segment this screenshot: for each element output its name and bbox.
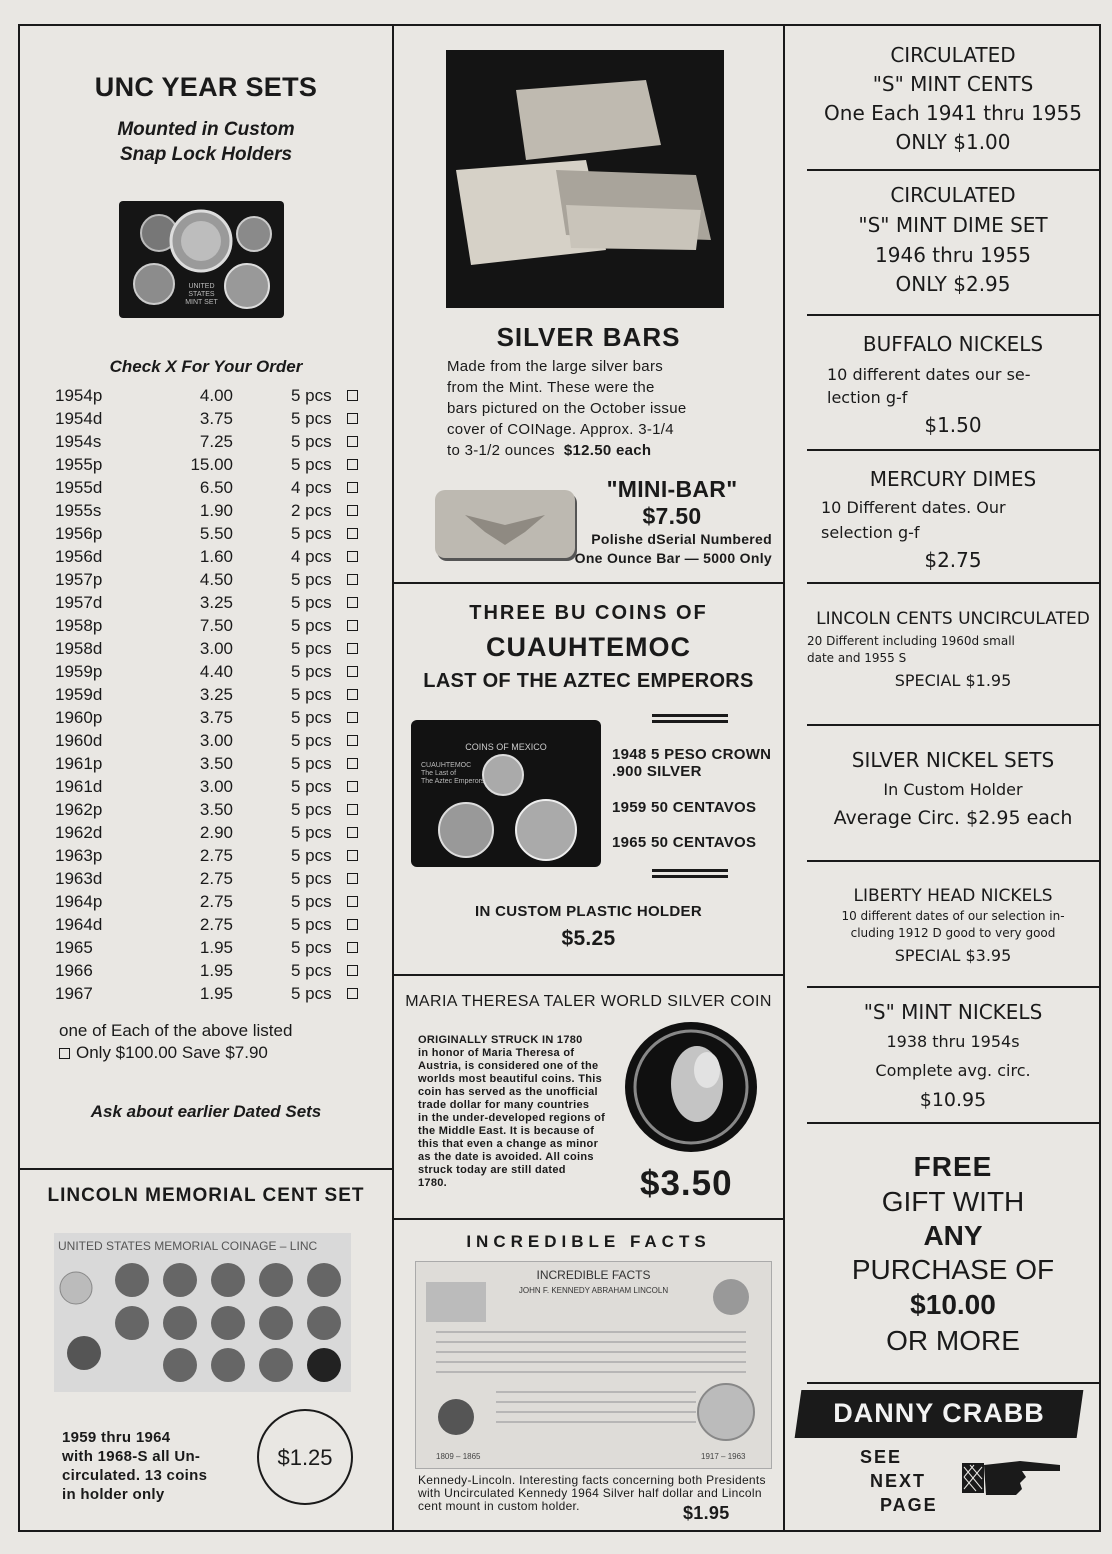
year-set-year: 1960p <box>55 708 103 727</box>
year-set-price: 1.95 <box>199 984 233 1003</box>
column-divider-right <box>783 24 785 1532</box>
order-checkbox[interactable] <box>347 873 358 884</box>
year-set-price: 2.75 <box>199 915 233 934</box>
year-set-year: 1964p <box>55 892 103 911</box>
taler-desc-line: the Middle East. It is because of <box>418 1125 595 1137</box>
case-label: COINS OF MEXICO <box>465 742 547 752</box>
year-set-row <box>55 616 365 638</box>
card-title: INCREDIBLE FACTS <box>536 1268 651 1282</box>
year-set-year: 1955p <box>55 455 103 474</box>
year-set-row <box>55 892 365 914</box>
lincoln-unc-title: LINCOLN CENTS UNCIRCULATED <box>816 609 1090 629</box>
year-set-pcs: 5 pcs <box>291 455 332 474</box>
order-checkbox[interactable] <box>347 390 358 401</box>
lincoln-holder-image <box>54 1233 351 1392</box>
year-set-price: 3.25 <box>199 593 233 612</box>
year-set-price: 2.75 <box>199 869 233 888</box>
mini-bar-image <box>435 490 575 558</box>
order-checkbox[interactable] <box>347 712 358 723</box>
year-set-row <box>55 938 365 960</box>
lincoln-unc-price: SPECIAL $1.95 <box>894 671 1012 690</box>
silver-bars-desc: Made from the large silver bars from the Mint. These were the bars pictured on the October issue cover of COINage. Approx. 3-1/4 to 3-1/2 ounces $12.50 each <box>447 358 687 459</box>
year-set-row <box>55 570 365 592</box>
order-checkbox[interactable] <box>347 413 358 424</box>
taler-desc-line: ORIGINALLY STRUCK IN 1780 <box>418 1034 583 1046</box>
lincoln-price-circle <box>257 1409 353 1505</box>
year-set-row <box>55 800 365 822</box>
order-checkbox[interactable] <box>347 965 358 976</box>
facts-price: $1.95 <box>683 1503 730 1523</box>
silver-nickel-title: SILVER NICKEL SETS <box>851 748 1055 772</box>
see-next-page: SEE NEXT PAGE <box>860 1447 938 1515</box>
mini-bar-title: "MINI-BAR" <box>606 476 738 502</box>
year-set-row <box>55 777 365 799</box>
lincoln-set-desc: 1959 thru 1964 with 1968-S all Un- circulated. 13 coins in holder only <box>62 1429 208 1503</box>
liberty-line-2: 10 different dates of our selection in- <box>841 909 1065 923</box>
year-set-row <box>55 593 365 615</box>
year-set-year: 1962p <box>55 800 103 819</box>
year-set-pcs: 5 pcs <box>291 984 332 1003</box>
year-set-price: 3.00 <box>199 777 233 796</box>
mercury-title: MERCURY DIMES <box>869 467 1037 491</box>
coin-portrait-icon <box>625 1022 757 1152</box>
year-set-year: 1960d <box>55 731 103 750</box>
order-checkbox[interactable] <box>347 781 358 792</box>
liberty-price: SPECIAL $3.95 <box>894 946 1012 965</box>
silver-bars-image <box>446 50 724 308</box>
silver-bar-icon <box>446 50 724 308</box>
free-line-5: $10.00 <box>910 1289 996 1320</box>
lincoln-price: $1.25 <box>277 1445 333 1470</box>
year-set-row <box>55 984 365 1006</box>
facts-title: INCREDIBLE FACTS <box>466 1232 711 1251</box>
year-set-year: 1955s <box>55 501 102 520</box>
year-set-pcs: 5 pcs <box>291 432 332 451</box>
year-set-row <box>55 409 365 431</box>
rule-top-b <box>652 720 728 723</box>
year-set-row <box>55 869 365 891</box>
year-set-pcs: 4 pcs <box>291 478 332 497</box>
mercury-price: $2.75 <box>924 548 982 572</box>
year-set-pcs: 5 pcs <box>291 708 332 727</box>
year-set-year: 1956d <box>55 547 103 566</box>
year-set-pcs: 5 pcs <box>291 846 332 865</box>
taler-desc <box>418 1034 608 1190</box>
coin-1: 1948 5 PESO CROWN .900 SILVER <box>612 746 772 780</box>
year-set-pcs: 5 pcs <box>291 754 332 773</box>
year-set-price: 5.50 <box>199 524 233 543</box>
cuauhtemoc-price: $5.25 <box>561 927 616 950</box>
order-checkbox[interactable] <box>347 689 358 700</box>
rule-bot-a <box>652 869 728 872</box>
year-set-pcs: 5 pcs <box>291 386 332 405</box>
year-set-price: 1.95 <box>199 938 233 957</box>
s-cents-line-2: "S" MINT CENTS <box>872 72 1034 96</box>
year-set-year: 1956p <box>55 524 103 543</box>
year-set-row <box>55 639 365 661</box>
year-set-year: 1966 <box>55 961 93 980</box>
year-set-row <box>55 846 365 868</box>
year-set-row <box>55 915 365 937</box>
mid-divider-1 <box>394 582 783 584</box>
year-set-row <box>55 731 365 753</box>
coin-2: 1959 50 CENTAVOS <box>612 799 757 816</box>
year-set-price: 2.75 <box>199 846 233 865</box>
order-checkbox[interactable] <box>347 551 358 562</box>
cuauhtemoc-line-2: CUAUHTEMOC <box>486 632 691 662</box>
year-set-price: 7.50 <box>199 616 233 635</box>
taler-desc-line: in honor of Maria Theresa of <box>418 1047 575 1059</box>
taler-desc-line: coin has served as the unofficial <box>418 1086 598 1098</box>
year-set-price: 3.75 <box>199 708 233 727</box>
order-checkbox[interactable] <box>347 643 358 654</box>
year-set-year: 1967 <box>55 984 93 1003</box>
year-set-year: 1965 <box>55 938 93 957</box>
year-set-pcs: 5 pcs <box>291 938 332 957</box>
year-set-price: 15.00 <box>190 455 233 474</box>
year-set-price: 1.95 <box>199 961 233 980</box>
year-set-row <box>55 547 365 569</box>
order-checkbox[interactable] <box>347 482 358 493</box>
year-set-year: 1961d <box>55 777 103 796</box>
s-nickels-price: $10.95 <box>919 1089 987 1111</box>
taler-desc-line: as the date is avoided. All coins <box>418 1151 594 1163</box>
box-mercury <box>807 451 1099 584</box>
year-set-price: 3.00 <box>199 639 233 658</box>
unc-title: UNC YEAR SETS <box>94 72 318 102</box>
taler-title: MARIA THERESA TALER WORLD SILVER COIN <box>405 993 772 1010</box>
order-checkbox[interactable] <box>347 919 358 930</box>
unc-subtitle-2: Snap Lock Holders <box>119 144 293 165</box>
year-set-pcs: 5 pcs <box>291 961 332 980</box>
holder-label: UNITED STATES MINT SET <box>185 283 218 306</box>
incredible-facts-card <box>415 1261 772 1469</box>
free-line-6: OR MORE <box>886 1325 1020 1356</box>
year-set-year: 1959p <box>55 662 103 681</box>
buffalo-line-2: 10 different dates our se- <box>827 365 1031 384</box>
year-set-price: 2.75 <box>199 892 233 911</box>
order-checkbox[interactable] <box>347 896 358 907</box>
all-sets-checkbox[interactable] <box>59 1048 70 1059</box>
taler-desc-line: struck today are still dated <box>418 1164 566 1176</box>
box-liberty <box>807 862 1099 988</box>
unc-subtitle-1: Mounted in Custom <box>117 119 295 140</box>
s-dimes-line-3: 1946 thru 1955 <box>875 243 1031 267</box>
year-set-year: 1959d <box>55 685 103 704</box>
pointing-hand-icon <box>960 1455 1065 1503</box>
order-checkbox[interactable] <box>347 620 358 631</box>
year-set-year: 1954s <box>55 432 102 451</box>
mexico-coins-case-image <box>411 720 601 867</box>
lincoln-unc-line-2: 20 Different including 1960d small <box>807 634 1015 648</box>
s-dimes-line-1: CIRCULATED <box>890 183 1016 207</box>
mid-divider-3 <box>394 1218 783 1220</box>
s-nickels-title: "S" MINT NICKELS <box>863 1000 1043 1024</box>
taler-desc-line: this that even a change as minor <box>418 1138 599 1150</box>
order-checkbox[interactable] <box>347 666 358 677</box>
year-set-year: 1957p <box>55 570 103 589</box>
column-divider-left <box>392 24 394 1532</box>
buffalo-price: $1.50 <box>924 413 982 437</box>
order-checkbox[interactable] <box>347 505 358 516</box>
year-set-row <box>55 685 365 707</box>
order-checkbox[interactable] <box>347 827 358 838</box>
year-set-row <box>55 961 365 983</box>
year-set-year: 1962d <box>55 823 103 842</box>
year-set-price: 1.90 <box>199 501 233 520</box>
lincoln-unc-line-3: date and 1955 S <box>807 651 907 665</box>
order-checkbox[interactable] <box>347 528 358 539</box>
year-set-pcs: 4 pcs <box>291 547 332 566</box>
year-set-year: 1957d <box>55 593 103 612</box>
free-line-2: GIFT WITH <box>881 1186 1025 1217</box>
check-order-header: Check X For Your Order <box>109 357 303 376</box>
lincoln-holder-label: UNITED STATES MEMORIAL COINAGE – LINC <box>58 1239 318 1253</box>
taler-desc-line: Austria, is considered one of the <box>418 1060 599 1072</box>
year-set-year: 1954d <box>55 409 103 428</box>
earlier-sets-note: Ask about earlier Dated Sets <box>90 1102 322 1121</box>
year-set-price: 4.40 <box>199 662 233 681</box>
order-checkbox[interactable] <box>347 735 358 746</box>
s-dimes-price: ONLY $2.95 <box>895 272 1011 296</box>
year-set-pcs: 2 pcs <box>291 501 332 520</box>
year-set-year: 1964d <box>55 915 103 934</box>
year-set-pcs: 5 pcs <box>291 777 332 796</box>
order-checkbox[interactable] <box>347 850 358 861</box>
year-set-pcs: 5 pcs <box>291 593 332 612</box>
silver-bars-title: SILVER BARS <box>496 322 681 352</box>
cuauhtemoc-holder: IN CUSTOM PLASTIC HOLDER <box>475 903 702 920</box>
mercury-line-3: selection g-f <box>821 523 920 542</box>
left-divider <box>20 1168 392 1170</box>
year-set-row <box>55 662 365 684</box>
order-checkbox[interactable] <box>347 574 358 585</box>
liberty-title: LIBERTY HEAD NICKELS <box>853 886 1053 906</box>
year-set-pcs: 5 pcs <box>291 869 332 888</box>
year-set-price: 7.25 <box>199 432 233 451</box>
box-s-mint-dimes <box>807 171 1099 316</box>
danny-crabb-name: DANNY CRABB <box>833 1398 1045 1428</box>
year-set-row <box>55 708 365 730</box>
order-checkbox[interactable] <box>347 988 358 999</box>
year-set-pcs: 5 pcs <box>291 524 332 543</box>
year-set-pcs: 5 pcs <box>291 800 332 819</box>
year-set-year: 1963d <box>55 869 103 888</box>
year-set-year: 1963p <box>55 846 103 865</box>
year-set-year: 1958p <box>55 616 103 635</box>
facts-desc: Kennedy-Lincoln. Interesting facts concerning both Presidents with Uncirculated Kennedy 1964 Silver half dollar and Lincoln cent mount in custom holder. <box>418 1473 766 1513</box>
mid-divider-2 <box>394 974 783 976</box>
year-set-pcs: 5 pcs <box>291 639 332 658</box>
buffalo-line-3: lection g-f <box>827 388 908 407</box>
order-checkbox[interactable] <box>347 942 358 953</box>
cent-coins-icon <box>54 1233 351 1392</box>
box-lincoln-unc <box>807 584 1099 726</box>
order-checkbox[interactable] <box>347 459 358 470</box>
lincoln-set-title: LINCOLN MEMORIAL CENT SET <box>47 1185 365 1206</box>
card-year-2: 1917 – 1963 <box>701 1452 746 1461</box>
mint-set-holder-image <box>119 201 284 318</box>
year-set-row <box>55 501 365 523</box>
s-cents-line-1: CIRCULATED <box>890 43 1016 67</box>
all-sets-line-2: Only $100.00 Save $7.90 <box>59 1043 268 1063</box>
year-set-pcs: 5 pcs <box>291 823 332 842</box>
free-line-4: PURCHASE OF <box>851 1254 1055 1285</box>
year-set-pcs: 5 pcs <box>291 731 332 750</box>
year-set-price: 4.00 <box>199 386 233 405</box>
year-set-price: 3.00 <box>199 731 233 750</box>
year-set-row <box>55 823 365 845</box>
year-set-pcs: 5 pcs <box>291 662 332 681</box>
box-free-gift <box>807 1124 1099 1384</box>
box-buffalo <box>807 316 1099 451</box>
year-set-year: 1961p <box>55 754 103 773</box>
year-set-price: 3.50 <box>199 754 233 773</box>
taler-desc-line: trade dollar for many countries <box>418 1099 590 1111</box>
silver-nickel-line-2: In Custom Holder <box>883 780 1023 799</box>
free-line-3: ANY <box>923 1220 983 1251</box>
box-s-mint-cents <box>807 26 1099 171</box>
year-set-row <box>55 754 365 776</box>
rule-top-a <box>652 714 728 717</box>
coin-3: 1965 50 CENTAVOS <box>612 834 757 851</box>
taler-price: $3.50 <box>640 1164 733 1203</box>
rule-bot-b <box>652 875 728 878</box>
card-year-1: 1809 – 1865 <box>436 1452 481 1461</box>
box-s-nickels <box>807 988 1099 1124</box>
s-cents-price: ONLY $1.00 <box>895 130 1011 154</box>
mini-bar-price: $7.50 <box>642 503 702 529</box>
year-set-row <box>55 455 365 477</box>
liberty-line-3: cluding 1912 D good to very good <box>850 926 1056 940</box>
year-set-pcs: 5 pcs <box>291 616 332 635</box>
year-set-price: 3.50 <box>199 800 233 819</box>
card-subtitle: JOHN F. KENNEDY ABRAHAM LINCOLN <box>518 1286 669 1295</box>
order-checkbox[interactable] <box>347 436 358 447</box>
s-nickels-line-3: Complete avg. circ. <box>875 1061 1031 1080</box>
year-set-pcs: 5 pcs <box>291 409 332 428</box>
free-line-1: FREE <box>913 1151 993 1182</box>
cuauhtemoc-line-1: THREE BU COINS OF <box>469 602 708 624</box>
year-set-price: 1.60 <box>199 547 233 566</box>
year-set-row <box>55 386 365 408</box>
case-sub: CUAUHTEMOC The Last of The Aztec Emperors <box>421 762 485 785</box>
silver-nickel-price: Average Circ. $2.95 each <box>833 807 1073 829</box>
order-checkbox[interactable] <box>347 597 358 608</box>
cuauhtemoc-line-3: LAST OF THE AZTEC EMPERORS <box>423 670 754 692</box>
order-checkbox[interactable] <box>347 758 358 769</box>
year-set-row <box>55 478 365 500</box>
year-set-year: 1955d <box>55 478 103 497</box>
year-set-price: 2.90 <box>199 823 233 842</box>
year-set-pcs: 5 pcs <box>291 915 332 934</box>
taler-coin-image <box>625 1022 757 1152</box>
all-sets-line-1: one of Each of the above listed <box>59 1021 293 1040</box>
year-set-year: 1958d <box>55 639 103 658</box>
mercury-line-2: 10 Different dates. Our <box>821 498 1006 517</box>
year-set-price: 3.75 <box>199 409 233 428</box>
year-set-price: 4.50 <box>199 570 233 589</box>
eagle-icon <box>435 490 575 558</box>
year-set-price: 3.25 <box>199 685 233 704</box>
order-checkbox[interactable] <box>347 804 358 815</box>
s-cents-line-3: One Each 1941 thru 1955 <box>824 101 1082 125</box>
year-set-pcs: 5 pcs <box>291 685 332 704</box>
year-set-row <box>55 432 365 454</box>
year-set-pcs: 5 pcs <box>291 570 332 589</box>
mini-bar-desc: Polishe dSerial Numbered One Ounce Bar — 5000 Only <box>574 531 772 566</box>
taler-desc-line: in the under-developed regions of <box>418 1112 606 1124</box>
taler-desc-line: worlds most beautiful coins. This <box>418 1073 603 1085</box>
year-set-year: 1954p <box>55 386 103 405</box>
s-dimes-line-2: "S" MINT DIME SET <box>858 213 1048 237</box>
box-silver-nickel <box>807 726 1099 862</box>
s-nickels-line-2: 1938 thru 1954s <box>886 1032 1020 1051</box>
year-set-row <box>55 524 365 546</box>
year-set-pcs: 5 pcs <box>291 892 332 911</box>
taler-desc-line: 1780. <box>418 1177 448 1189</box>
buffalo-title: BUFFALO NICKELS <box>862 332 1044 356</box>
year-set-price: 6.50 <box>199 478 233 497</box>
